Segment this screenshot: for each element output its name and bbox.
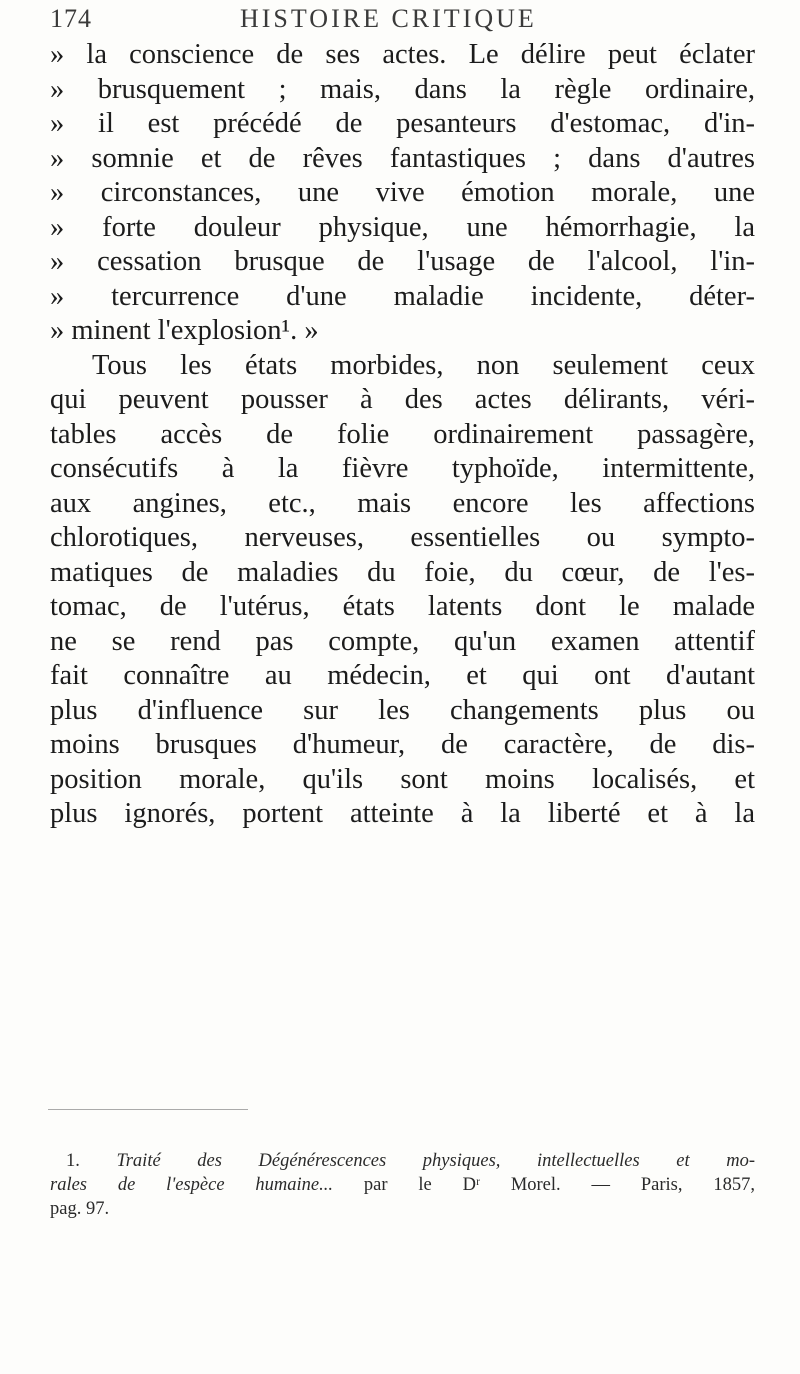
footnote-number: 1.	[66, 1151, 80, 1171]
text-line: matiques de maladies du foie, du cœur, de l'es-	[50, 556, 755, 588]
text-line: plus ignorés, portent atteinte à la liberté et à la	[50, 798, 755, 829]
text-line: » brusquement ; mais, dans la règle ordinaire,	[50, 73, 755, 105]
running-head	[50, 4, 750, 34]
text-line: qui peuvent pousser à des actes délirants, véri-	[50, 384, 755, 415]
text-line: tomac, de l'utérus, états latents dont le malade	[50, 591, 755, 622]
text-line: plus d'influence sur les changements plus ou	[50, 694, 755, 726]
footnote-line	[50, 1149, 755, 1173]
text-line: ne se rend pas compte, qu'un examen attentif	[50, 625, 755, 657]
footnote	[50, 1149, 755, 1221]
running-title: HISTOIRE CRITIQUE	[240, 4, 537, 33]
footnote-title-end: rales de l'espèce humaine...	[50, 1175, 334, 1195]
footnote-title: Traité des Dégénérescences physiques, intellectuelles et mo-	[116, 1151, 756, 1171]
text-line: » la conscience de ses actes. Le délire peut éclater	[50, 39, 755, 70]
text-line: » somnie et de rêves fantastiques ; dans d'autres	[50, 142, 755, 174]
footnote-rule	[48, 1109, 248, 1110]
text-line: moins brusques d'humeur, de caractère, de dis-	[50, 729, 755, 760]
text-line: tables accès de folie ordinairement passagère,	[50, 418, 755, 450]
text-line: » minent l'explosion¹. »	[50, 315, 319, 346]
footnote-citation: par le Dʳ Morel. — Paris, 1857,	[333, 1175, 755, 1195]
page-number: 174	[50, 4, 92, 33]
text-line: » cessation brusque de l'usage de l'alcool, l'in-	[50, 246, 755, 277]
text-line: chlorotiques, nerveuses, essentielles ou sympto-	[50, 522, 755, 553]
footnote-line	[50, 1173, 755, 1197]
text-line: fait connaître au médecin, et qui ont d'autant	[50, 660, 755, 691]
text-line: consécutifs à la fièvre typhoïde, intermittente,	[50, 453, 755, 484]
text-line: position morale, qu'ils sont moins localisés, et	[50, 763, 755, 795]
text-line: » il est précédé de pesanteurs d'estomac, d'in-	[50, 108, 755, 139]
body-text	[50, 38, 755, 832]
text-line: » forte douleur physique, une hémorrhagie, la	[50, 211, 755, 243]
text-line: » tercurrence d'une maladie incidente, déter-	[50, 280, 755, 312]
text-line: aux angines, etc., mais encore les affections	[50, 487, 755, 519]
text-line: » circonstances, une vive émotion morale, une	[50, 177, 755, 208]
footnote-line: pag. 97.	[50, 1199, 110, 1219]
text-line: Tous les états morbides, non seulement ceux	[92, 349, 755, 381]
